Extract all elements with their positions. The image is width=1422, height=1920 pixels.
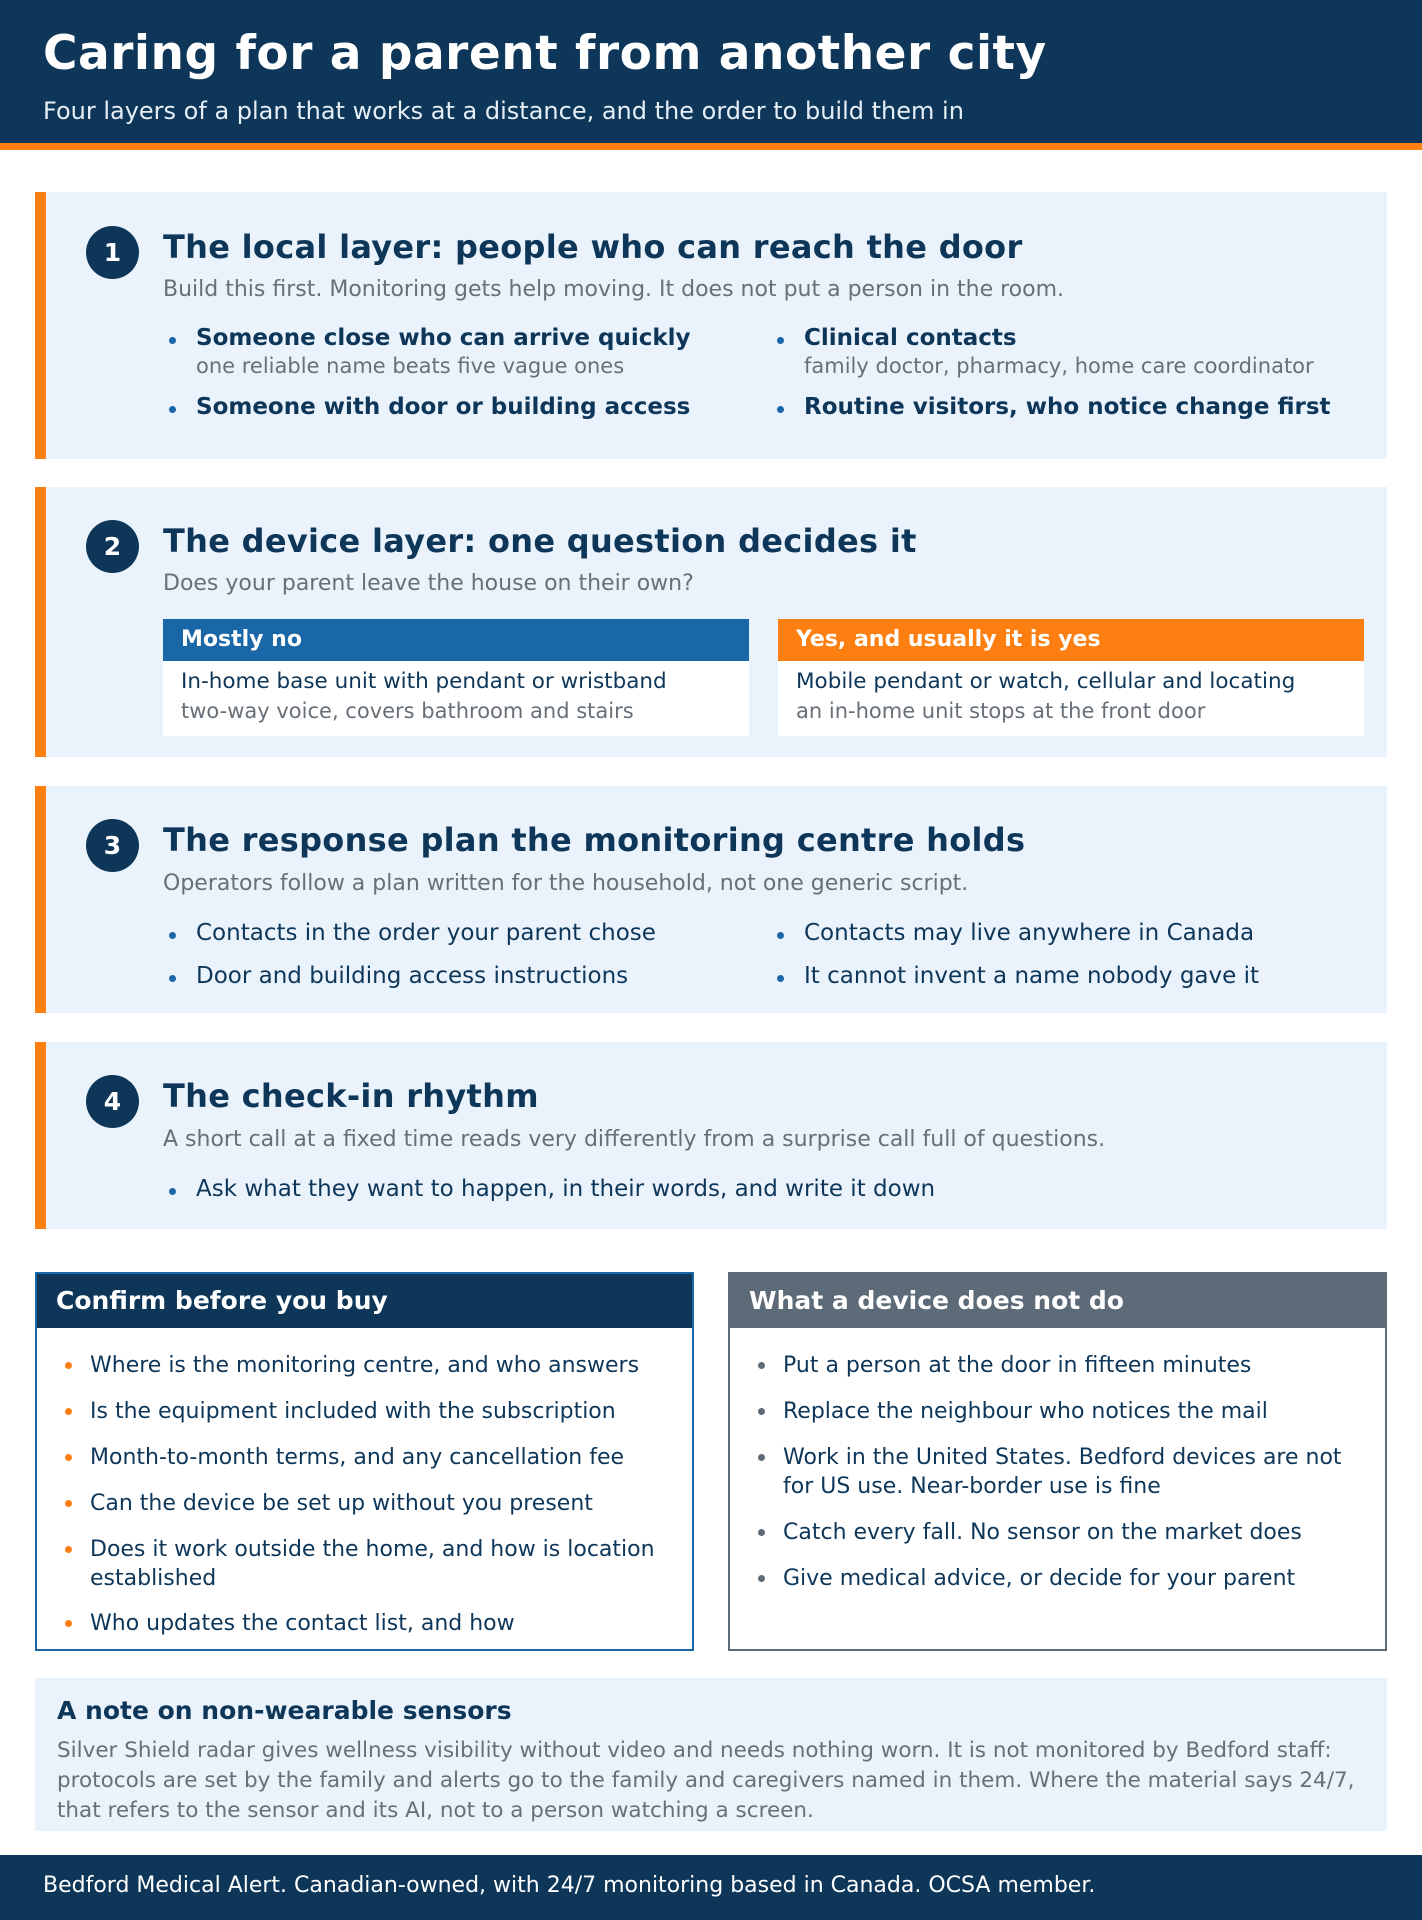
note-body: Silver Shield radar gives wellness visibility without video and needs nothing worn. It is not monitored by Bedford staff: protocols are set by the family and alerts go to the family and caregivers named in them. Where the material says 24/7, that refers to the sensor and its AI, not to a person watching a screen. [57, 1738, 1355, 1823]
box-title: What a device does not do [730, 1274, 1385, 1328]
limits-list [783, 1351, 1365, 1593]
option-detail: two-way voice, covers bathroom and stairs [181, 699, 634, 723]
step-number-badge: 1 [86, 226, 139, 279]
layer-title: The response plan the monitoring centre holds [163, 821, 1026, 859]
layer-device [35, 487, 1387, 757]
list-item: Does it work outside the home, and how is location established [90, 1535, 672, 1593]
note-title: A note on non-wearable sensors [57, 1696, 512, 1725]
layer-lead: Build this first. Monitoring gets help moving. It does not put a person in the room. [163, 277, 1065, 302]
list-item: Where is the monitoring centre, and who answers [90, 1351, 672, 1380]
list-item: Contacts in the order your parent chose [196, 920, 656, 946]
list-item: Give medical advice, or decide for your parent [783, 1564, 1365, 1593]
box-title: Confirm before you buy [37, 1274, 692, 1328]
list-item: Work in the United States. Bedford devices are not for US use. Near-border use is fine [783, 1443, 1365, 1501]
page-footer [0, 1855, 1422, 1920]
page-title: Caring for a parent from another city [43, 26, 1047, 81]
list-item: Catch every fall. No sensor on the market does [783, 1518, 1365, 1547]
list-item: Someone with door or building access [196, 394, 691, 420]
layer-lead: Does your parent leave the house on their own? [163, 571, 694, 596]
list-item: Contacts may live anywhere in Canada [804, 920, 1255, 946]
checklist [90, 1351, 672, 1638]
page-header [0, 0, 1422, 150]
option-mostly-no [163, 619, 749, 736]
layer-local [35, 192, 1387, 459]
page-subtitle: Four layers of a plan that works at a distance, and the order to build them in [43, 97, 964, 125]
option-description: Mobile pendant or watch, cellular and locating [796, 669, 1296, 694]
layer-title: The check-in rhythm [163, 1077, 539, 1115]
list-item: Put a person at the door in fifteen minutes [783, 1351, 1365, 1380]
list-item: Ask what they want to happen, in their words, and write it down [196, 1176, 936, 1202]
step-number-badge: 3 [86, 819, 139, 872]
list-item: Door and building access instructions [196, 963, 629, 989]
layer-title: The device layer: one question decides it [163, 522, 917, 560]
layer-lead: A short call at a fixed time reads very differently from a surprise call full of questions. [163, 1127, 1106, 1152]
confirm-before-buy-box [35, 1272, 694, 1651]
option-detail: an in-home unit stops at the front door [796, 699, 1206, 723]
step-number-badge: 4 [86, 1075, 139, 1128]
option-yes [778, 619, 1364, 736]
list-item: Clinical contacts family doctor, pharmacy, home care coordinator [804, 325, 1314, 378]
option-label: Yes, and usually it is yes [778, 619, 1364, 661]
list-item: Is the equipment included with the subscription [90, 1397, 672, 1426]
list-item: Who updates the contact list, and how [90, 1609, 672, 1638]
list-item: It cannot invent a name nobody gave it [804, 963, 1260, 989]
option-label: Mostly no [163, 619, 749, 661]
list-item: Can the device be set up without you present [90, 1489, 672, 1518]
footer-text: Bedford Medical Alert. Canadian-owned, with 24/7 monitoring based in Canada. OCSA member. [43, 1873, 1096, 1898]
device-limits-box [728, 1272, 1387, 1651]
layer-check-in [35, 1042, 1387, 1229]
list-item: Month-to-month terms, and any cancellation fee [90, 1443, 672, 1472]
layer-title: The local layer: people who can reach the door [163, 228, 1023, 266]
option-description: In-home base unit with pendant or wristband [181, 669, 667, 694]
layer-lead: Operators follow a plan written for the household, not one generic script. [163, 871, 969, 896]
step-number-badge: 2 [86, 520, 139, 573]
list-item: Replace the neighbour who notices the mail [783, 1397, 1365, 1426]
layer-response-plan [35, 786, 1387, 1013]
sensor-note [35, 1678, 1387, 1831]
list-item: Routine visitors, who notice change first [804, 394, 1331, 420]
list-item: Someone close who can arrive quickly one reliable name beats five vague ones [196, 325, 691, 378]
